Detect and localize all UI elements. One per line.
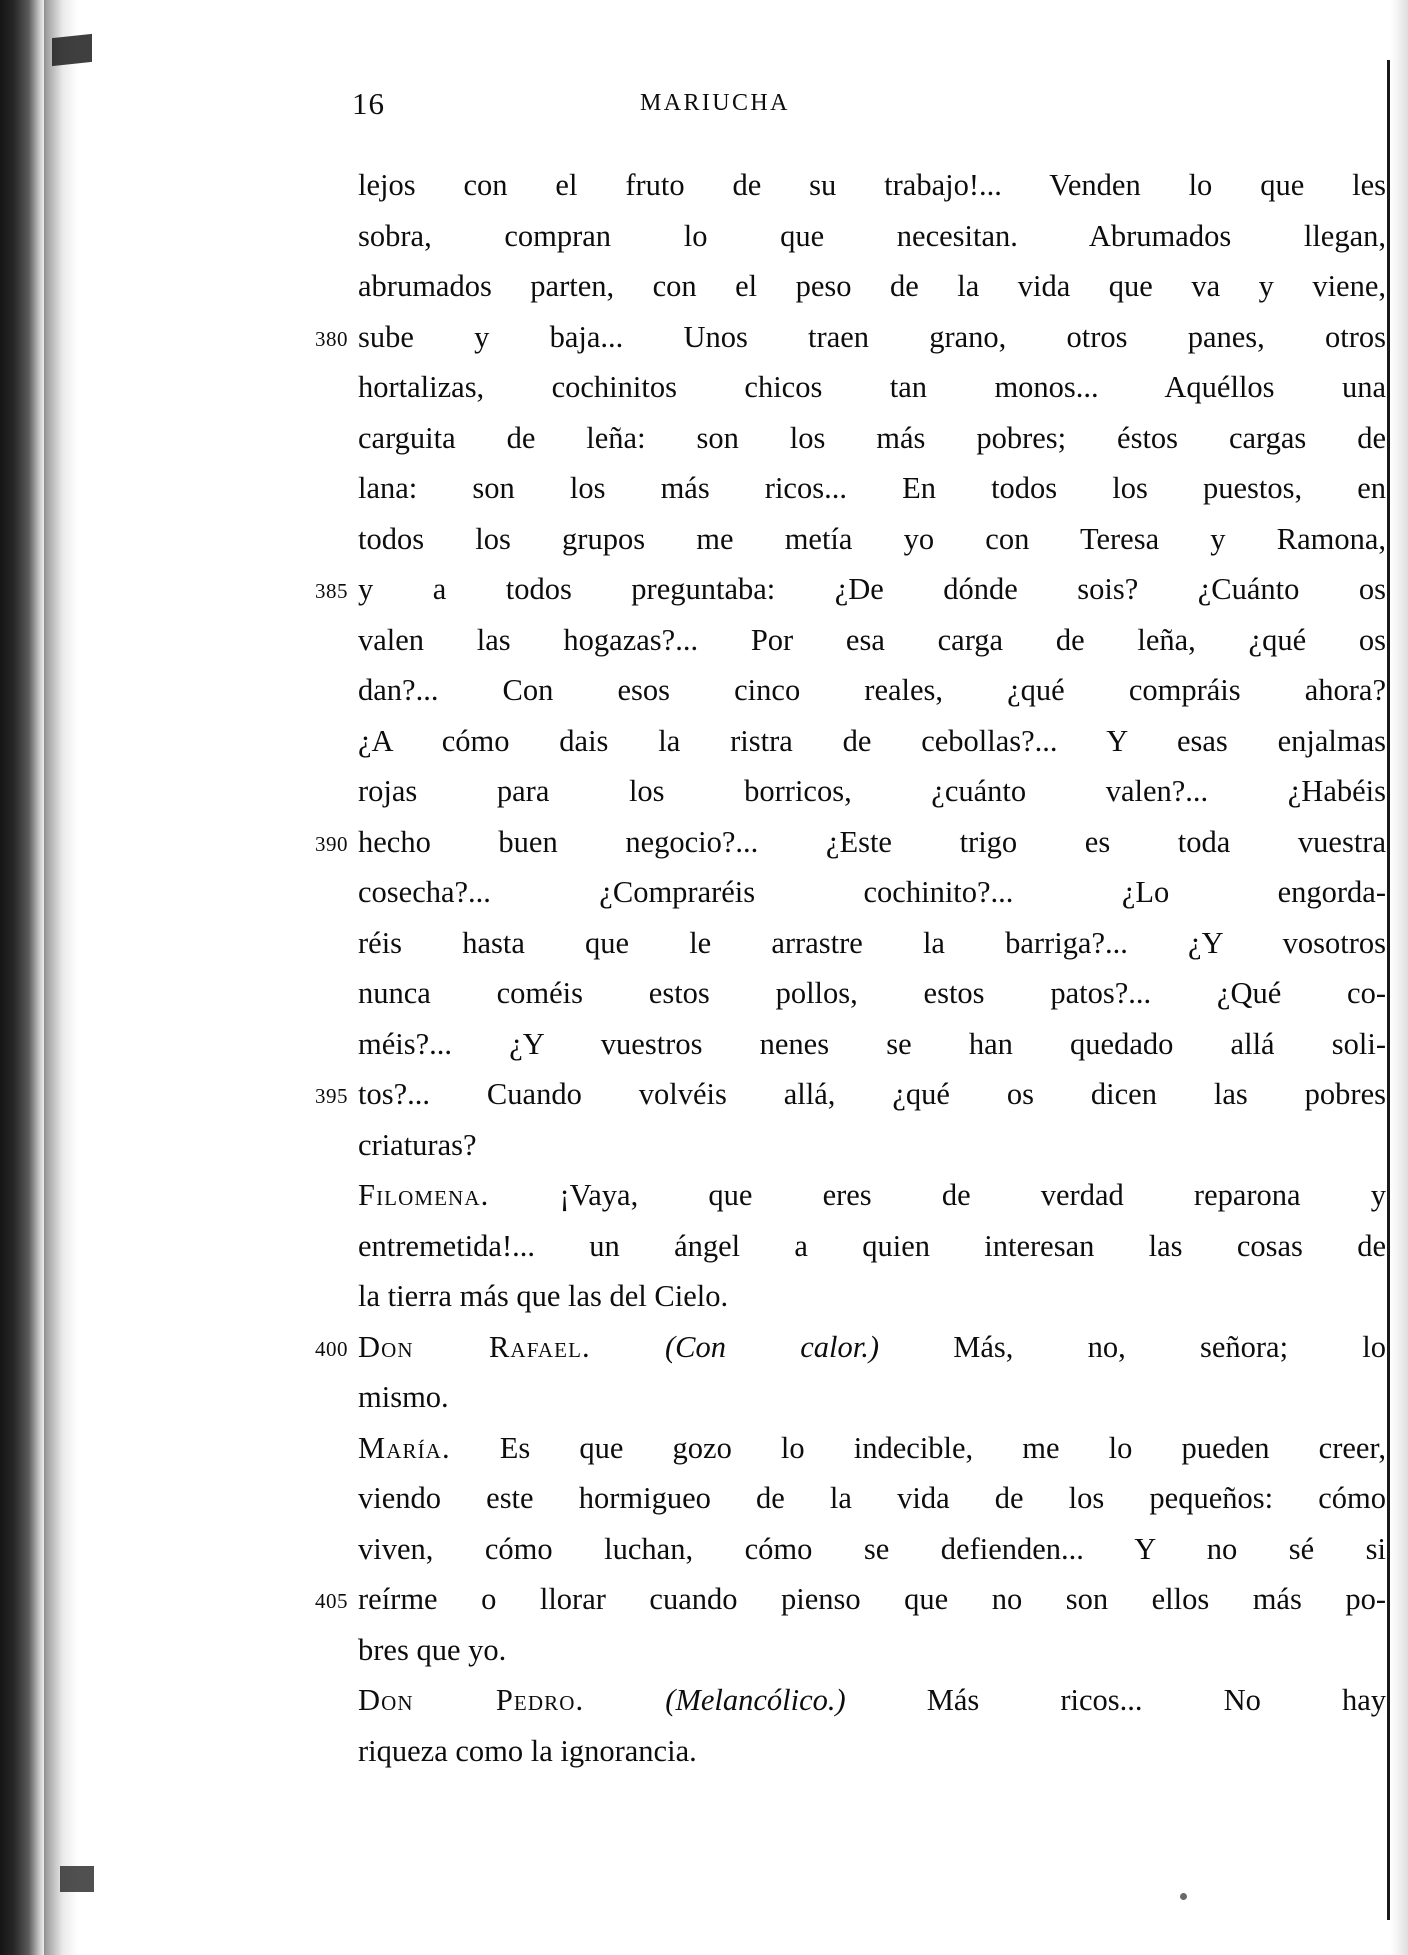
text-line — [358, 968, 1388, 1019]
line-text: criaturas? — [358, 1127, 477, 1162]
line-text: ¿A cómo dais la ristra de cebollas?... Y esas enjalmas — [358, 723, 1386, 758]
speech-line — [358, 1221, 1388, 1272]
text-line — [358, 261, 1388, 312]
line-text: abrumados parten, con el peso de la vida que va y viene, — [358, 269, 1386, 303]
line-number: 405 — [315, 1589, 348, 1613]
text-line — [315, 564, 1388, 615]
text-line — [358, 615, 1388, 666]
line-text: todos los grupos me metía yo con Teresa y Ramona, — [358, 521, 1386, 556]
text-line — [358, 716, 1388, 767]
stage-direction: (Melancólico.) — [665, 1683, 846, 1717]
line-text: tos?... Cuando volvéis allá, ¿qué os dicen las pobres — [358, 1077, 1386, 1111]
line-text: cosecha?... ¿Compraréis cochinito?... ¿Lo engorda- — [358, 875, 1386, 909]
text-line — [358, 211, 1388, 262]
line-text: valen las hogazas?... Por esa carga de leña, ¿qué os — [358, 622, 1386, 657]
speech-line — [315, 1322, 1388, 1373]
line-text: sobra, compran lo que necesitan. Abrumados llegan, — [358, 218, 1386, 253]
line-text: hecho buen negocio?... ¿Este trigo es toda vuestra — [358, 824, 1386, 859]
line-text: carguita de leña: son los más pobres; éstos cargas de — [358, 420, 1386, 455]
line-number: 380 — [315, 326, 348, 351]
line-text-rest: Es que gozo lo indecible, me lo pueden creer, — [450, 1430, 1386, 1465]
line-text: riqueza como la ignorancia. — [358, 1733, 697, 1768]
line-text — [358, 1423, 1386, 1474]
line-text-rest: ¡Vaya, que eres de verdad reparona y — [489, 1178, 1386, 1212]
text-line — [358, 918, 1388, 969]
text-line — [358, 766, 1388, 817]
line-text: entremetida!... un ángel a quien interesan las cosas de — [358, 1228, 1386, 1263]
speech-line — [315, 1574, 1388, 1625]
speech-line — [358, 1524, 1388, 1575]
line-text-rest: Más ricos... No hay — [845, 1683, 1386, 1717]
text-line — [315, 1069, 1388, 1120]
line-text: hortalizas, cochinitos chicos tan monos... Aquéllos una — [358, 370, 1386, 404]
line-text: lejos con el fruto de su trabajo!... Venden lo que les — [358, 168, 1386, 202]
text-line — [358, 1120, 1388, 1171]
speaker-name: María. — [358, 1430, 451, 1465]
speech-line — [358, 1372, 1388, 1423]
speech-line — [358, 1473, 1388, 1524]
speaker-name: Filomena. — [358, 1178, 490, 1212]
line-text: dan?... Con esos cinco reales, ¿qué compráis ahora? — [358, 673, 1386, 707]
speaker-name: Don Rafael. — [358, 1329, 591, 1364]
text-column — [315, 160, 1388, 1776]
line-text — [358, 1170, 1386, 1221]
text-line — [315, 817, 1388, 868]
line-text: viven, cómo luchan, cómo se defienden... Y no sé si — [358, 1531, 1386, 1566]
line-text: reírme o llorar cuando pienso que no son ellos más po- — [358, 1582, 1386, 1616]
text-line — [358, 413, 1388, 464]
line-number: 400 — [315, 1336, 348, 1361]
page-header — [352, 86, 1360, 126]
line-text: mismo. — [358, 1380, 449, 1414]
stage-direction: (Con calor.) — [665, 1329, 880, 1364]
speech-line — [358, 1170, 1388, 1221]
speaker-name: Don Pedro. — [358, 1683, 585, 1717]
line-text-rest: Más, no, señora; lo — [879, 1329, 1386, 1364]
line-text: nunca coméis estos pollos, estos patos?... ¿Qué co- — [358, 976, 1386, 1010]
speech-line — [358, 1271, 1388, 1322]
line-text: lana: son los más ricos... En todos los puestos, en — [358, 471, 1386, 505]
line-text: rojas para los borricos, ¿cuánto valen?... ¿Habéis — [358, 774, 1386, 808]
text-line — [358, 160, 1388, 211]
line-text: la tierra más que las del Cielo. — [358, 1279, 729, 1313]
text-line — [358, 514, 1388, 565]
line-number: 390 — [315, 831, 348, 856]
line-number: 395 — [315, 1084, 348, 1108]
line-text: viendo este hormigueo de la vida de los pequeños: cómo — [358, 1481, 1386, 1515]
page-number: 16 — [352, 86, 385, 121]
line-number: 385 — [315, 579, 348, 603]
speech-line — [358, 1625, 1388, 1676]
line-text: y a todos preguntaba: ¿De dónde sois? ¿Cuánto os — [358, 572, 1386, 606]
scan-speck — [1180, 1893, 1187, 1900]
line-text: bres que yo. — [358, 1632, 507, 1667]
text-line — [358, 463, 1388, 514]
line-text: sube y baja... Unos traen grano, otros panes, otros — [358, 319, 1386, 354]
line-text: méis?... ¿Y vuestros nenes se han quedado allá soli- — [358, 1026, 1386, 1061]
speech-line — [358, 1726, 1388, 1777]
speech-line — [358, 1675, 1388, 1726]
text-line — [358, 1019, 1388, 1070]
text-line — [315, 312, 1388, 363]
text-line — [358, 867, 1388, 918]
line-text — [358, 1675, 1386, 1726]
text-line — [358, 362, 1388, 413]
running-title: MARIUCHA — [640, 90, 790, 116]
text-line — [358, 665, 1388, 716]
speech-line — [358, 1423, 1388, 1474]
line-text — [358, 1322, 1386, 1373]
line-text: réis hasta que le arrastre la barriga?... ¿Y vosotros — [358, 925, 1386, 960]
